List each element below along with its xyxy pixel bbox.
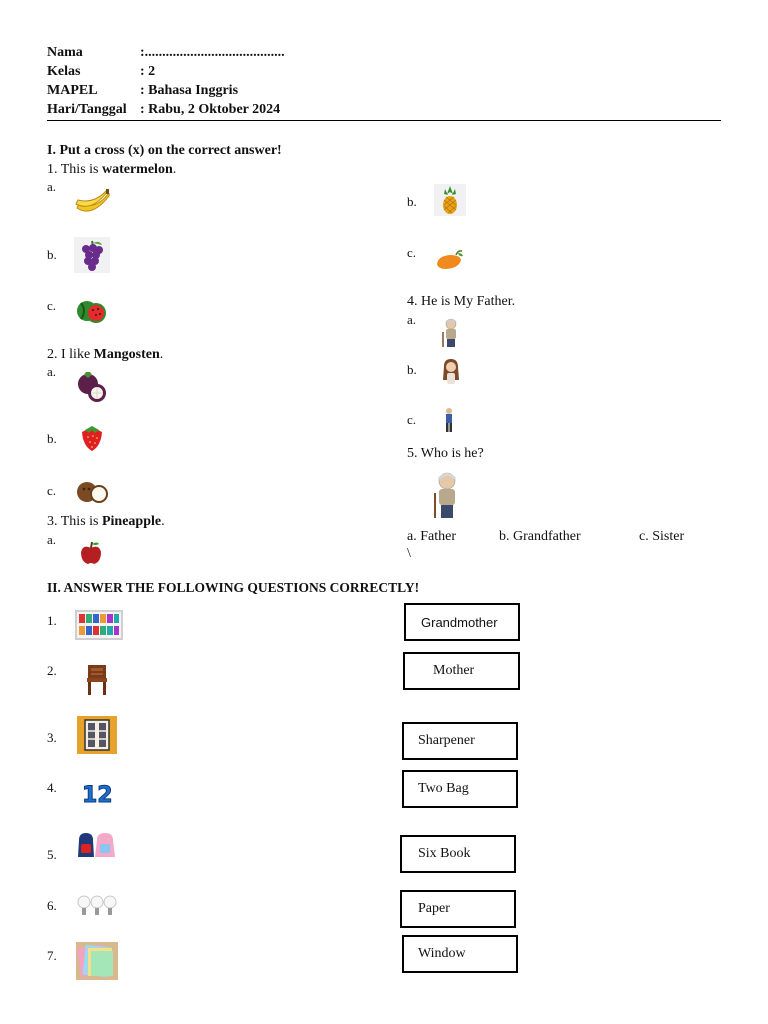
question-1-keyword: watermelon (101, 162, 173, 177)
question-5: 5. Who is he? (407, 446, 484, 461)
answer-box-6[interactable]: Paper (400, 890, 516, 928)
grandfather-large-icon (430, 471, 464, 519)
q5-option-b[interactable]: b. Grandfather (499, 529, 581, 544)
item-number-4: 4. (47, 780, 57, 795)
header-divider (47, 120, 721, 121)
question-2-prefix: 2. I like (47, 347, 94, 362)
mango-icon[interactable] (434, 248, 464, 272)
subject-value: : Bahasa Inggris (140, 83, 239, 98)
question-3 (47, 513, 165, 531)
books-icon (75, 610, 123, 640)
q5-option-a[interactable]: a. Father (407, 529, 456, 544)
class-value: : 2 (140, 64, 156, 79)
q1-option-b-label[interactable]: b. (47, 247, 57, 262)
q1-option-a-label[interactable]: a. (47, 179, 57, 194)
answer-box-7[interactable]: Window (402, 935, 518, 973)
section-1-title: I. Put a cross (x) on the correct answer! (47, 143, 282, 158)
item-number-6: 6. (47, 898, 57, 913)
stray-backslash: \ (407, 546, 411, 561)
item-number-7: 7. (47, 948, 57, 963)
answer-box-3[interactable]: Sharpener (402, 722, 518, 760)
subject-label: MAPEL (47, 83, 98, 98)
section-2-title: II. ANSWER THE FOLLOWING QUESTIONS CORRECTLY! (47, 580, 420, 595)
man-icon[interactable] (442, 407, 456, 433)
item-number-1: 1. (47, 613, 57, 628)
bags-icon (75, 830, 119, 860)
question-3-prefix: 3. This is (47, 514, 102, 529)
question-3-suffix: . (161, 514, 165, 529)
answer-box-1[interactable]: Grandmother (404, 603, 520, 641)
watermelon-icon[interactable] (76, 298, 108, 324)
pineapple-icon[interactable] (434, 184, 466, 216)
number-12-icon (80, 780, 114, 806)
name-field[interactable]: :........................................ (140, 45, 285, 60)
window-icon (77, 716, 117, 754)
grapes-icon[interactable] (74, 237, 110, 273)
q2-option-c-label[interactable]: c. (47, 483, 57, 498)
question-3-keyword: Pineapple (101, 514, 162, 529)
q4-option-a-label[interactable]: a. (407, 312, 417, 327)
q4-option-b-label[interactable]: b. (407, 362, 417, 377)
date-label: Hari/Tanggal (47, 102, 127, 117)
q3-option-a-label[interactable]: a. (47, 532, 57, 547)
question-1-prefix: 1. This is (47, 162, 102, 177)
question-1 (47, 161, 176, 179)
q4-option-c-label[interactable]: c. (407, 412, 417, 427)
apple-icon[interactable] (77, 540, 105, 566)
woman-icon[interactable] (440, 358, 462, 386)
answer-box-5[interactable]: Six Book (400, 835, 516, 873)
item-number-3: 3. (47, 730, 57, 745)
grandfather-icon[interactable] (440, 318, 462, 348)
strawberry-icon[interactable] (79, 424, 105, 452)
question-2 (47, 346, 163, 364)
date-value: : Rabu, 2 Oktober 2024 (140, 102, 281, 117)
class-label: Kelas (47, 64, 81, 79)
question-1-suffix: . (172, 162, 177, 177)
banana-icon[interactable] (74, 188, 112, 218)
q1-option-c-label[interactable]: c. (47, 298, 57, 313)
q2-option-b-label[interactable]: b. (47, 431, 57, 446)
q2-option-a-label[interactable]: a. (47, 364, 57, 379)
answer-box-4[interactable]: Two Bag (402, 770, 518, 808)
item-number-5: 5. (47, 847, 57, 862)
mangosteen-icon[interactable] (76, 370, 108, 404)
answer-box-2[interactable]: Mother (403, 652, 520, 690)
name-label: Nama (47, 45, 83, 60)
svg-text:12: 12 (82, 783, 113, 806)
question-2-keyword: Mangosten (93, 347, 160, 362)
light-bulbs-icon (77, 895, 117, 917)
q3-option-b-label[interactable]: b. (407, 194, 417, 209)
paper-icon (76, 942, 118, 980)
q3-option-c-label[interactable]: c. (407, 245, 417, 260)
question-2-suffix: . (159, 347, 164, 362)
coconut-icon[interactable] (75, 480, 109, 504)
q5-option-c[interactable]: c. Sister (639, 529, 685, 544)
question-4: 4. He is My Father. (407, 294, 516, 309)
item-number-2: 2. (47, 663, 57, 678)
chair-icon (85, 664, 109, 696)
